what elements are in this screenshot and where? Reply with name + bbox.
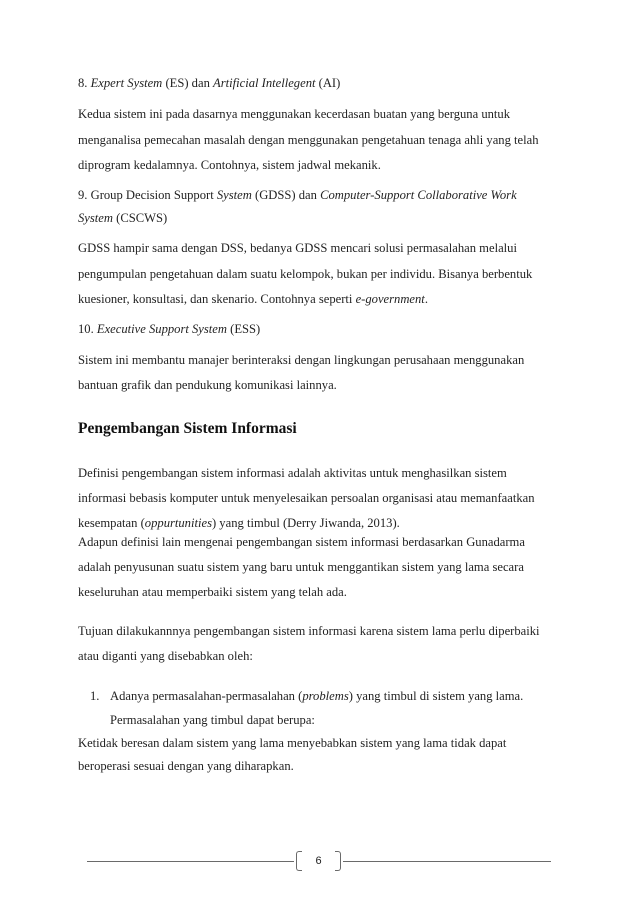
item-8-text-end: (AI) <box>315 76 341 90</box>
section-heading: Pengembangan Sistem Informasi <box>78 420 297 437</box>
item-9-term-system: System <box>216 188 252 202</box>
tujuan-line-2: atau diganti yang disebabkan oleh: <box>78 649 253 663</box>
item-10-number: 10. <box>78 322 97 336</box>
definition-1-term-opportunities: oppurtunities <box>144 516 212 530</box>
item-8-paragraph-line-3: diprogram kedalamnya. Contohnya, sistem jadwal mekanik. <box>78 158 381 172</box>
definition-1-line-3 <box>78 515 400 531</box>
item-10-title <box>78 321 260 337</box>
definition-1-citation: ) yang timbul (Derry Jiwanda, 2013). <box>211 516 400 530</box>
footer-rule-left <box>87 861 294 862</box>
tujuan-line-1: Tujuan dilakukannnya pengembangan sistem informasi karena sistem lama perlu diperbaiki <box>78 624 540 638</box>
list-item-1-number: 1. <box>90 689 100 703</box>
item-8-paragraph-line-1: Kedua sistem ini pada dasarnya menggunakan kecerdasan buatan yang berguna untuk <box>78 107 511 121</box>
item-9-title-line-2 <box>78 210 167 226</box>
item-9-paragraph-line-2: pengumpulan pengetahuan dalam suatu kelompok, bukan per individu. Bisanya berbentuk <box>78 267 533 281</box>
item-8-text: (ES) dan <box>162 76 214 90</box>
list-item-1 <box>110 688 523 704</box>
definition-1-text: kesempatan ( <box>78 516 145 530</box>
item-10-paragraph-line-2: bantuan grafik dan pendukung komunikasi lainnya. <box>78 378 337 392</box>
item-9-text-mid: (GDSS) dan <box>251 188 321 202</box>
list-item-1-text: Adanya permasalahan-permasalahan ( <box>110 689 303 703</box>
item-9-paragraph-end: . <box>424 292 428 306</box>
definition-2-line-3: keseluruhan atau memperbaiki sistem yang telah ada. <box>78 585 347 599</box>
item-9-term-system-2: System <box>78 211 113 225</box>
ketidak-line-1: Ketidak beresan dalam sistem yang lama menyebabkan sistem yang lama tidak dapat <box>78 736 507 750</box>
item-9-text-end: (CSCWS) <box>112 211 168 225</box>
list-item-1-term-problems: problems <box>302 689 349 703</box>
definition-1-line-2: informasi bebasis komputer untuk menyelesaikan persoalan organisasi atau memanfaatkan <box>78 491 535 505</box>
item-8-number: 8. <box>78 76 91 90</box>
item-8-term-es: Expert System <box>90 76 163 90</box>
page-number-bracket-right <box>335 851 341 871</box>
item-9-term-cscw: Computer-Support Collaborative Work <box>320 188 517 202</box>
item-9-paragraph-line-1: GDSS hampir sama dengan DSS, bedanya GDSS mencari solusi permasalahan melalui <box>78 241 517 255</box>
page-number: 6 <box>315 855 322 867</box>
definition-2-line-2: adalah penyusunan suatu sistem yang baru untuk menggantikan sistem yang lama secara <box>78 560 524 574</box>
item-10-term-ess: Executive Support System <box>96 322 227 336</box>
definition-2-line-1: Adapun definisi lain mengenai pengembangan sistem informasi berdasarkan Gunadarma <box>78 535 525 549</box>
item-9-term-egov: e-government <box>355 292 425 306</box>
item-10-paragraph-line-1: Sistem ini membantu manajer berinteraksi dengan lingkungan perusahaan menggunakan <box>78 353 525 367</box>
item-10-text-end: (ESS) <box>226 322 261 336</box>
item-8-term-ai: Artificial Intellegent <box>213 76 316 90</box>
item-8-paragraph-line-2: menganalisa pemecahan masalah dengan menggunakan pengetahuan tenaga ahli yang telah <box>78 133 539 147</box>
item-9-title-line-1 <box>78 187 517 203</box>
list-item-1-text-end: ) yang timbul di sistem yang lama. <box>348 689 524 703</box>
definition-1-line-1: Definisi pengembangan sistem informasi adalah aktivitas untuk menghasilkan sistem <box>78 466 507 480</box>
list-item-1-subtext: Permasalahan yang timbul dapat berupa: <box>110 713 315 727</box>
ketidak-line-2: beroperasi sesuai dengan yang diharapkan. <box>78 759 294 773</box>
item-8-title <box>78 75 340 91</box>
item-9-paragraph-text: kuesioner, konsultasi, dan skenario. Contohnya seperti <box>78 292 356 306</box>
item-9-paragraph-line-3 <box>78 291 428 307</box>
footer-rule-right <box>343 861 551 862</box>
item-9-text: 9. Group Decision Support <box>78 188 217 202</box>
